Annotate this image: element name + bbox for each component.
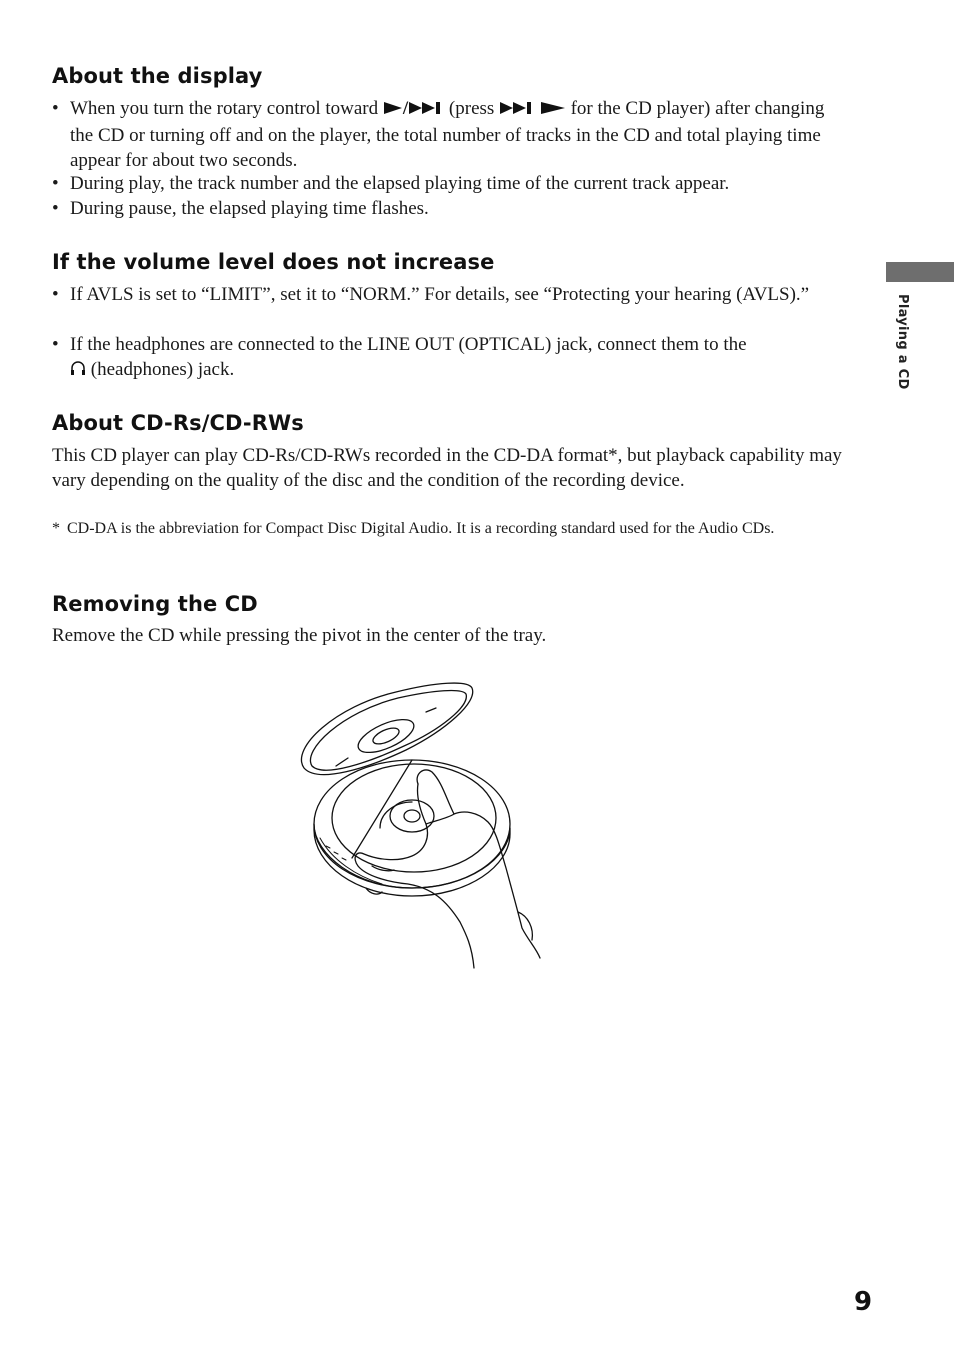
display-bullet-1: • When you turn the rotary control toward / (press for the CD player) after changing the CD or turning off and on the player, the total number of tracks in the CD and total playing time appear for about two seconds. — [52, 98, 825, 171]
cd-player-lid — [301, 683, 472, 775]
side-tab-marker — [886, 262, 954, 282]
bullet-marker: • — [52, 98, 59, 119]
volume-bullet-2 — [52, 332, 842, 384]
side-tab-label: Playing a CD — [895, 294, 910, 390]
footnote-mark: * — [52, 520, 60, 537]
display-bullet-3-text: During pause, the elapsed playing time flashes. — [70, 198, 429, 219]
display-bullet-1-part2: (press — [444, 98, 500, 119]
volume-bullet-1-text: If AVLS is set to “LIMIT”, set it to “NORM.” For details, see “Protecting your hearing (AVLS).” — [70, 284, 810, 305]
cdr-footnote — [52, 518, 847, 540]
bullet-marker: • — [52, 334, 59, 355]
next-track-icon — [499, 98, 535, 123]
bullet-marker: • — [52, 198, 59, 219]
display-bullet-1-part3: for the CD player) after changing the CD or turning off and on the player, the total number of tracks in the CD and total playing time appear for about two seconds. — [70, 98, 825, 171]
volume-bullet-2-part1: If the headphones are connected to the LINE OUT (OPTICAL) jack, connect them to the — [70, 334, 747, 355]
cd-player-body — [314, 760, 510, 896]
next-track-icon — [408, 98, 444, 123]
display-bullet-3 — [52, 196, 842, 221]
removing-cd-body: Remove the CD while pressing the pivot in the center of the tray. — [52, 625, 547, 646]
cdr-body: This CD player can play CD-Rs/CD-RWs recorded in the CD-DA format*, but playback capability may vary depending on the quality of the disc and the condition of the recording device. — [52, 445, 842, 491]
hand — [355, 770, 540, 968]
display-bullet-2-text: During play, the track number and the elapsed playing time of the current track appear. — [70, 173, 730, 194]
page-number: 9 — [854, 1287, 873, 1317]
cd-removal-illustration — [296, 678, 556, 975]
heading-volume: If the volume level does not increase — [52, 250, 495, 274]
bullet-marker: • — [52, 284, 59, 305]
heading-removing-cd: Removing the CD — [52, 592, 258, 616]
heading-cdr: About CD-Rs/CD-RWs — [52, 411, 304, 435]
bullet-marker: • — [52, 173, 59, 194]
display-bullet-2 — [52, 171, 842, 196]
cdr-footnote-text: CD-DA is the abbreviation for Compact Disc Digital Audio. It is a recording standard used for the Audio CDs. — [67, 520, 775, 537]
volume-bullet-1 — [52, 282, 842, 307]
display-bullet-1-part1: When you turn the rotary control toward — [70, 98, 383, 119]
headphones-icon — [70, 359, 86, 384]
play-icon — [540, 98, 566, 123]
play-icon — [383, 98, 403, 123]
heading-about-display: About the display — [52, 64, 263, 88]
volume-bullet-2-part2: (headphones) jack. — [86, 359, 235, 380]
